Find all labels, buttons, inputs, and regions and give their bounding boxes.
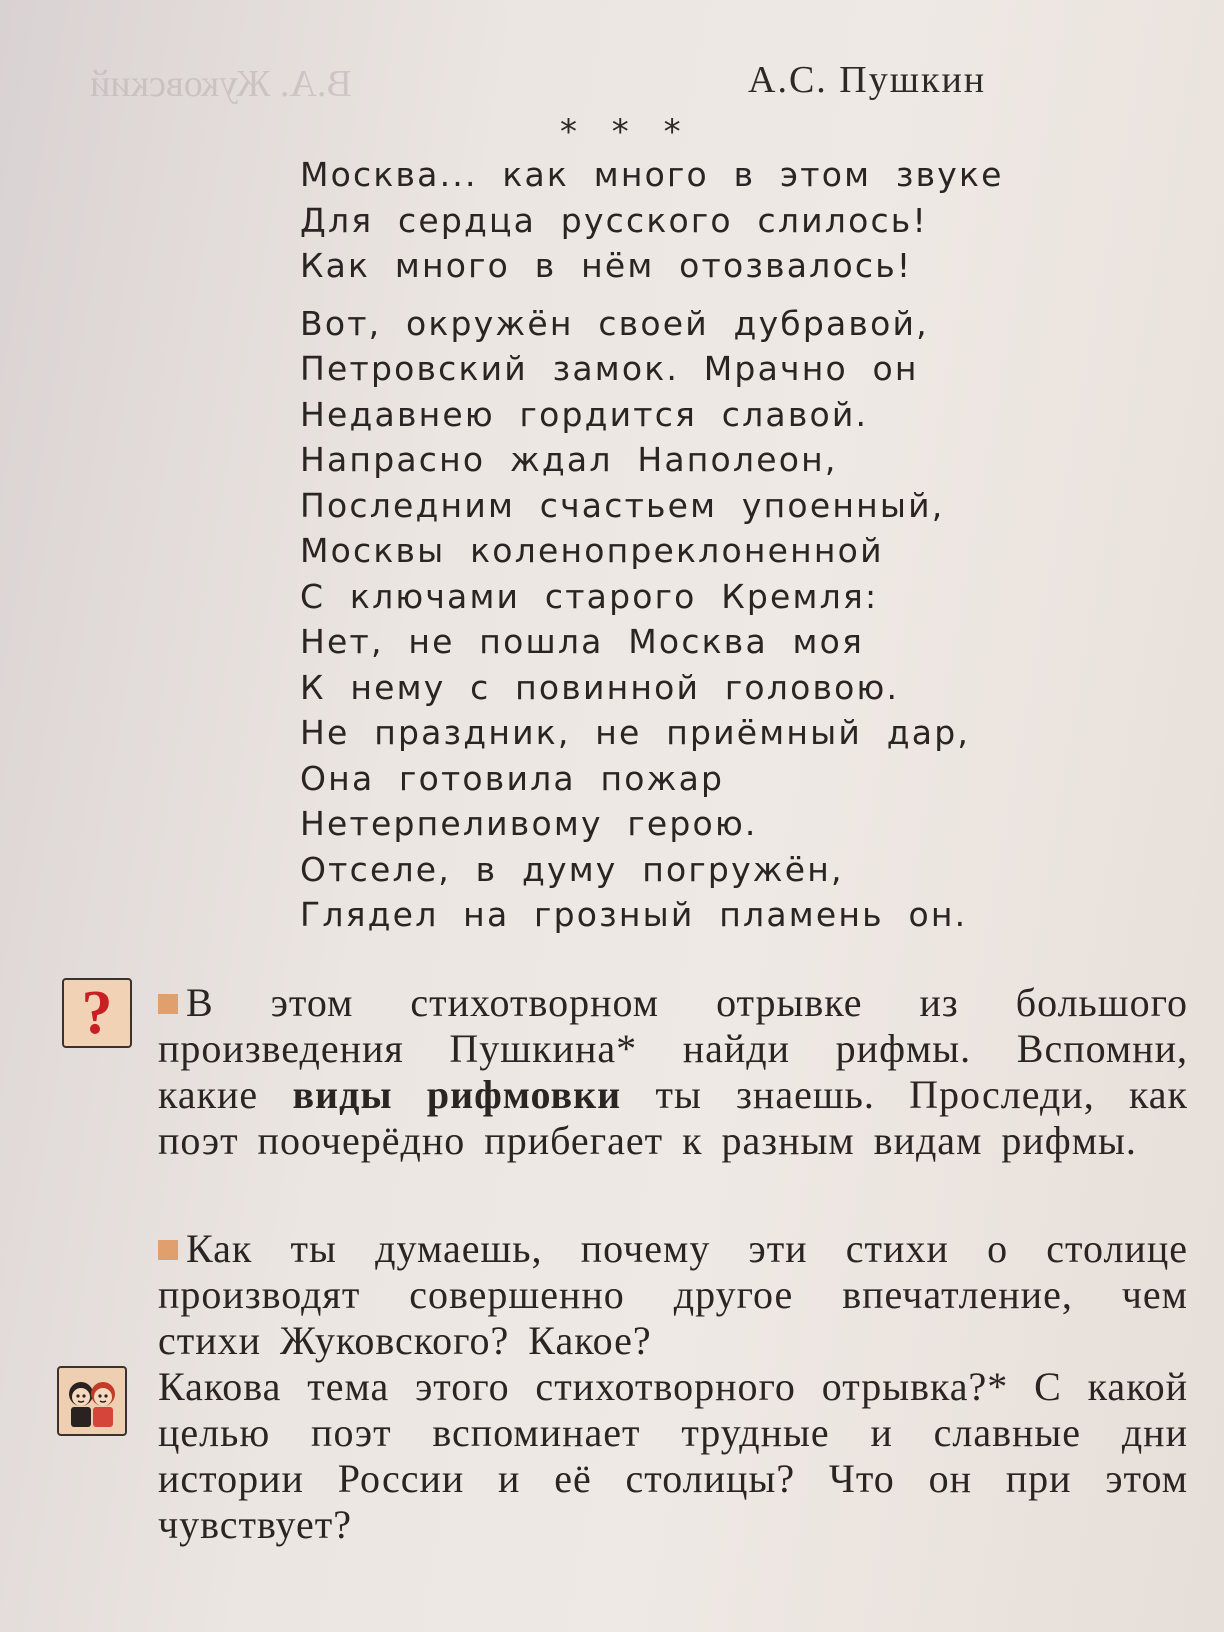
poem-line: Нет, не пошла Москва моя — [300, 622, 865, 661]
poem-stanza — [300, 152, 1080, 289]
poem-line: Нетерпеливому герою. — [300, 804, 758, 843]
poem-line: Последним счастьем упоенный, — [300, 485, 945, 525]
poem-line: Недавнею гордится славой. — [300, 394, 869, 434]
question-1-text: В этом стихотворном отрывке из большого произведения Пушкина* найди рифмы. Вспомни, какие — [158, 980, 1188, 1117]
children-icon — [57, 1366, 127, 1436]
author-name: А.С. Пушкин — [748, 59, 987, 101]
question-1-bold-term: виды рифмовки — [292, 1072, 622, 1117]
poem-stanza — [300, 301, 1080, 938]
poem-line: Вот, окружён своей дубравой, — [300, 303, 929, 343]
poem-line: Петровский замок. Мрачно он — [300, 349, 919, 388]
children-drawing — [59, 1368, 125, 1434]
question-mark-icon — [62, 978, 132, 1048]
poem — [300, 152, 1080, 938]
square-bullet-icon — [158, 994, 178, 1014]
poem-line: Она готовила пожар — [300, 758, 725, 798]
poem-line: Для сердца русского слилось! — [300, 200, 928, 240]
question-2-text: Как ты думаешь, почему эти стихи о столице производят совершенно другое впечатление, чем стихи Жуковского? Какое? — [158, 1226, 1188, 1363]
poem-separator: * * * — [560, 112, 693, 152]
poem-line: Как много в нём отозвалось! — [300, 246, 913, 285]
poem-line: Москва... как много в этом звуке — [300, 155, 1004, 194]
question-1 — [158, 980, 1188, 1164]
question-mark-glyph: ? — [81, 979, 113, 1047]
question-1-text-end: ты знаешь. Проследи, как поэт поочерёдно прибегает к разным видам рифмы. — [158, 1072, 1188, 1163]
poem-line: С ключами старого Кремля: — [300, 576, 879, 616]
poem-line: К нему с повинной головою. — [300, 667, 900, 707]
poem-line: Глядел на грозный пламень он. — [300, 895, 968, 934]
poem-line: Москвы коленопреклоненной — [300, 531, 884, 570]
square-bullet-icon — [158, 1240, 178, 1260]
question-2 — [158, 1226, 1188, 1364]
poem-line: Не праздник, не приёмный дар, — [300, 713, 971, 752]
question-3-text: Какова тема этого стихотворного отрывка?* С какой целью поэт вспоминает трудные и славные дни истории России и её столицы? Что он при этом чувствует? — [158, 1364, 1188, 1547]
question-3 — [158, 1364, 1188, 1548]
poem-line: Отселе, в думу погружён, — [300, 849, 844, 889]
poem-line: Напрасно ждал Наполеон, — [300, 440, 838, 479]
bleed-through-author: В.А. Жуковский — [90, 63, 352, 105]
